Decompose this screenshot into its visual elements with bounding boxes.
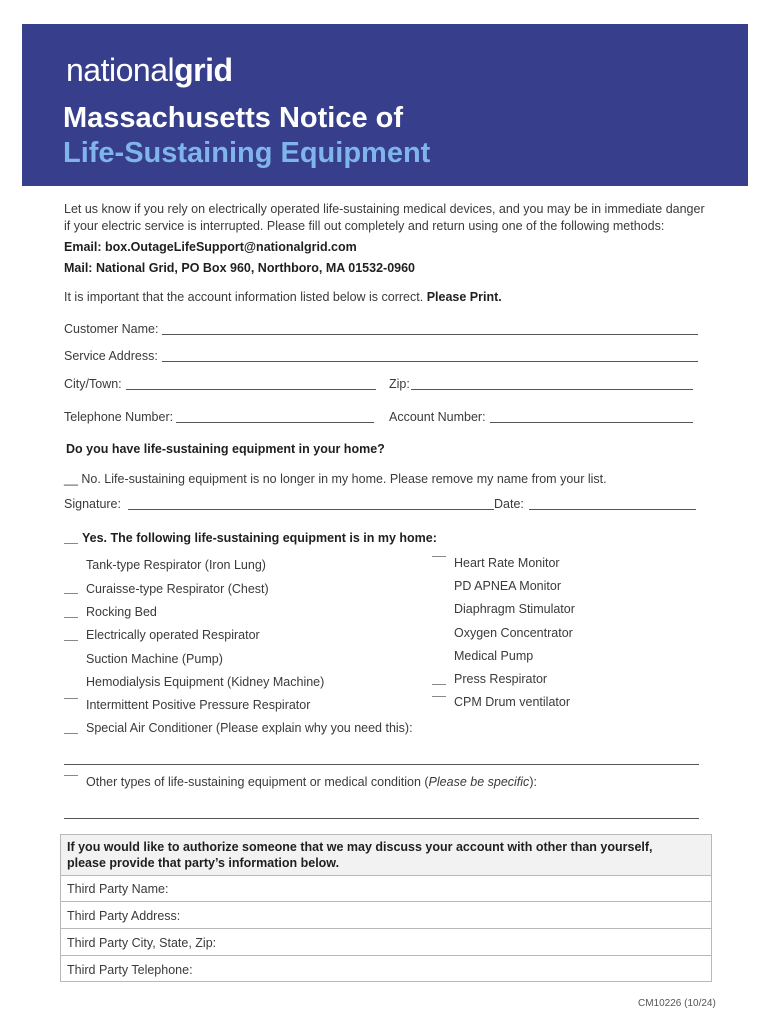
- telephone-label: Telephone Number:: [64, 410, 174, 424]
- other-italic: Please be specific: [428, 775, 530, 789]
- other-equipment-label: [86, 775, 537, 789]
- third-party-city-label: Third Party City, State, Zip:: [67, 936, 217, 950]
- yes-checkbox[interactable]: [64, 543, 78, 544]
- email-address[interactable]: Email: box.OutageLifeSupport@nationalgrid.com: [64, 240, 357, 254]
- equipment-right-item: Medical Pump: [454, 649, 534, 663]
- equipment-right-item: Diaphragm Stimulator: [454, 602, 575, 616]
- telephone-field[interactable]: [176, 422, 374, 423]
- date-field[interactable]: [529, 509, 696, 510]
- equipment-right-item: Press Respirator: [454, 672, 548, 686]
- no-option[interactable]: __ No. Life-sustaining equipment is no longer in my home. Please remove my name from your list.: [64, 472, 607, 486]
- equipment-checkbox[interactable]: [64, 640, 78, 641]
- equipment-left-item: Intermittent Positive Pressure Respirator: [86, 698, 311, 712]
- equipment-right-item: Heart Rate Monitor: [454, 556, 560, 570]
- form-code: CM10226 (10/24): [638, 998, 716, 1009]
- date-label: Date:: [494, 497, 524, 511]
- page-title-line2: Life-Sustaining Equipment: [63, 137, 431, 169]
- signature-label: Signature:: [64, 497, 121, 511]
- air-conditioner-explanation-field[interactable]: [64, 764, 699, 765]
- equipment-right-item: PD APNEA Monitor: [454, 579, 561, 593]
- city-town-label: City/Town:: [64, 377, 122, 391]
- account-number-field[interactable]: [490, 422, 693, 423]
- third-party-name-label: Third Party Name:: [67, 882, 169, 896]
- please-print: Please Print.: [426, 290, 502, 304]
- equipment-right-item: Oxygen Concentrator: [454, 626, 573, 640]
- third-party-heading-line2: please provide that party’s information below.: [67, 856, 340, 870]
- signature-field[interactable]: [128, 509, 494, 510]
- equipment-checkbox[interactable]: [432, 556, 446, 557]
- other-equipment-field[interactable]: [64, 818, 699, 819]
- zip-field[interactable]: [411, 389, 693, 390]
- equipment-left-item: Hemodialysis Equipment (Kidney Machine): [86, 675, 325, 689]
- other-checkbox[interactable]: [64, 775, 78, 776]
- important-text: It is important that the account information listed below is correct.: [64, 290, 424, 304]
- equipment-question: Do you have life-sustaining equipment in your home?: [66, 442, 385, 456]
- third-party-name-row[interactable]: [61, 875, 711, 902]
- equipment-checkbox[interactable]: [64, 593, 78, 594]
- equipment-left-item: Suction Machine (Pump): [86, 652, 223, 666]
- intro-line2: if your electric service is interrupted. Please fill out completely and return using one of the following methods:: [64, 219, 665, 233]
- equipment-left-item: Special Air Conditioner (Please explain why you need this):: [86, 721, 413, 735]
- customer-name-field[interactable]: [162, 334, 698, 335]
- logo-light-text: national: [66, 52, 175, 88]
- third-party-heading-line1: If you would like to authorize someone that we may discuss your account with other than yourself,: [67, 840, 653, 854]
- third-party-city-row[interactable]: [61, 929, 711, 956]
- equipment-checkbox[interactable]: [64, 733, 78, 734]
- other-suffix: ):: [529, 775, 537, 789]
- zip-label: Zip:: [389, 377, 410, 391]
- page-title-line1: Massachusetts Notice of: [63, 102, 404, 134]
- equipment-checkbox[interactable]: [64, 617, 78, 618]
- national-grid-logo: [66, 52, 233, 89]
- city-town-field[interactable]: [126, 389, 376, 390]
- equipment-checkbox[interactable]: [64, 698, 78, 699]
- third-party-box: [60, 834, 712, 982]
- equipment-left-item: Rocking Bed: [86, 605, 157, 619]
- account-number-label: Account Number:: [389, 410, 486, 424]
- mail-address: Mail: National Grid, PO Box 960, Northboro, MA 01532-0960: [64, 261, 416, 275]
- third-party-telephone-label: Third Party Telephone:: [67, 963, 193, 977]
- service-address-label: Service Address:: [64, 349, 158, 363]
- equipment-checkbox[interactable]: [432, 696, 446, 697]
- customer-name-label: Customer Name:: [64, 322, 159, 336]
- other-prefix: Other types of life-sustaining equipment or medical condition (: [86, 775, 429, 789]
- yes-option: Yes. The following life-sustaining equipment is in my home:: [82, 531, 437, 545]
- third-party-address-row[interactable]: [61, 902, 711, 929]
- important-note: [64, 290, 502, 304]
- service-address-field[interactable]: [162, 361, 698, 362]
- third-party-telephone-row[interactable]: [61, 956, 711, 982]
- equipment-left-item: Tank-type Respirator (Iron Lung): [86, 558, 266, 572]
- equipment-right-item: CPM Drum ventilator: [454, 695, 570, 709]
- logo-bold-text: grid: [174, 52, 233, 88]
- intro-line1: Let us know if you rely on electrically operated life-sustaining medical devices, and you may be in immediate danger: [64, 202, 705, 216]
- third-party-heading: [61, 835, 711, 876]
- equipment-checkbox[interactable]: [432, 684, 446, 685]
- equipment-left-item: Electrically operated Respirator: [86, 628, 260, 642]
- third-party-address-label: Third Party Address:: [67, 909, 181, 923]
- equipment-left-item: Curaisse-type Respirator (Chest): [86, 582, 269, 596]
- header-banner: [22, 24, 748, 186]
